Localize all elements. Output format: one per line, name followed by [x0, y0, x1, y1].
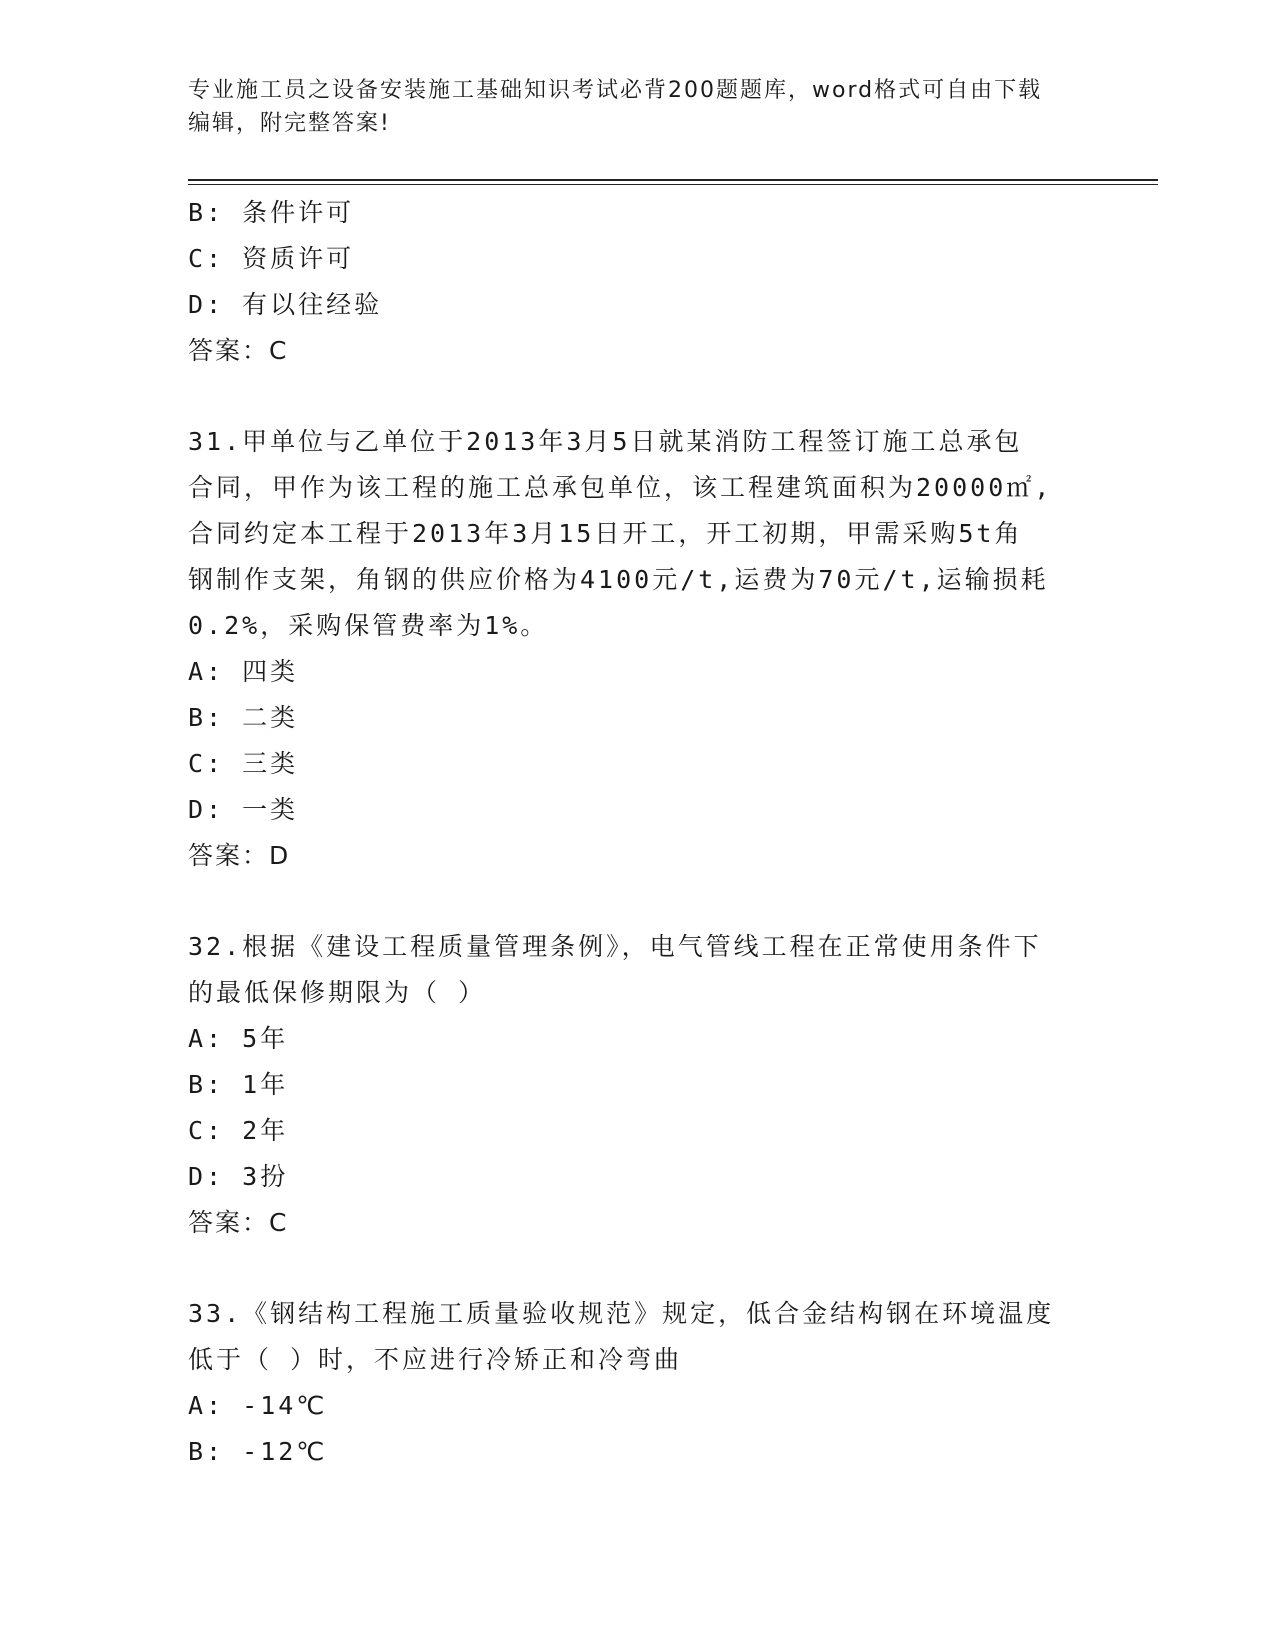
option-a: A: 四类	[188, 657, 299, 686]
question-content	[188, 190, 1088, 1475]
document-header	[188, 74, 1088, 140]
option-b: B: 条件许可	[188, 198, 355, 227]
question-31	[188, 419, 1088, 879]
question-32	[188, 924, 1088, 1246]
header-rule-thick	[188, 179, 1158, 181]
option-d: D: 一类	[188, 795, 299, 824]
question-stem-line: 钢制作支架，角钢的供应价格为4100元/t,运费为70元/t,运输损耗	[188, 565, 1049, 594]
option-c: C: 三类	[188, 749, 299, 778]
header-rule-thin	[188, 184, 1158, 185]
question-stem-line: 合同约定本工程于2013年3月15日开工，开工初期，甲需采购5t角	[188, 519, 1023, 548]
option-c: C: 2年	[188, 1116, 289, 1145]
question-stem-line: 32.根据《建设工程质量管理条例》，电气管线工程在正常使用条件下	[188, 932, 1042, 961]
header-line-2: 编辑，附完整答案!	[188, 111, 391, 136]
question-stem-line: 33.《钢结构工程施工质量验收规范》规定，低合金结构钢在环境温度	[188, 1299, 1055, 1328]
option-d: D: 有以往经验	[188, 290, 383, 319]
question-stem-line: 0.2%，采购保管费率为1%。	[188, 611, 549, 640]
option-b: B: 二类	[188, 703, 299, 732]
question-30	[188, 190, 1088, 374]
option-b: B: 1年	[188, 1070, 289, 1099]
question-33	[188, 1291, 1088, 1475]
answer-line: 答案：D	[188, 841, 291, 870]
option-a: A: -14℃	[188, 1391, 328, 1420]
spacer	[188, 374, 1088, 419]
option-a: A: 5年	[188, 1024, 289, 1053]
question-stem-line: 的最低保修期限为（ ）	[188, 978, 487, 1007]
question-stem-line: 31.甲单位与乙单位于2013年3月5日就某消防工程签订施工总承包	[188, 427, 1023, 456]
header-line-1: 专业施工员之设备安装施工基础知识考试必背200题题库，word格式可自由下载	[188, 78, 1043, 103]
question-stem-line: 低于（ ）时，不应进行冷矫正和冷弯曲	[188, 1345, 683, 1374]
option-b: B: -12℃	[188, 1437, 328, 1466]
option-c: C: 资质许可	[188, 244, 355, 273]
answer-line: 答案：C	[188, 1208, 289, 1237]
option-d: D: 3扮	[188, 1162, 289, 1191]
spacer	[188, 879, 1088, 924]
question-stem-line: 合同，甲作为该工程的施工总承包单位，该工程建筑面积为20000㎡,	[188, 473, 1053, 502]
answer-line: 答案：C	[188, 336, 289, 365]
spacer	[188, 1246, 1088, 1291]
